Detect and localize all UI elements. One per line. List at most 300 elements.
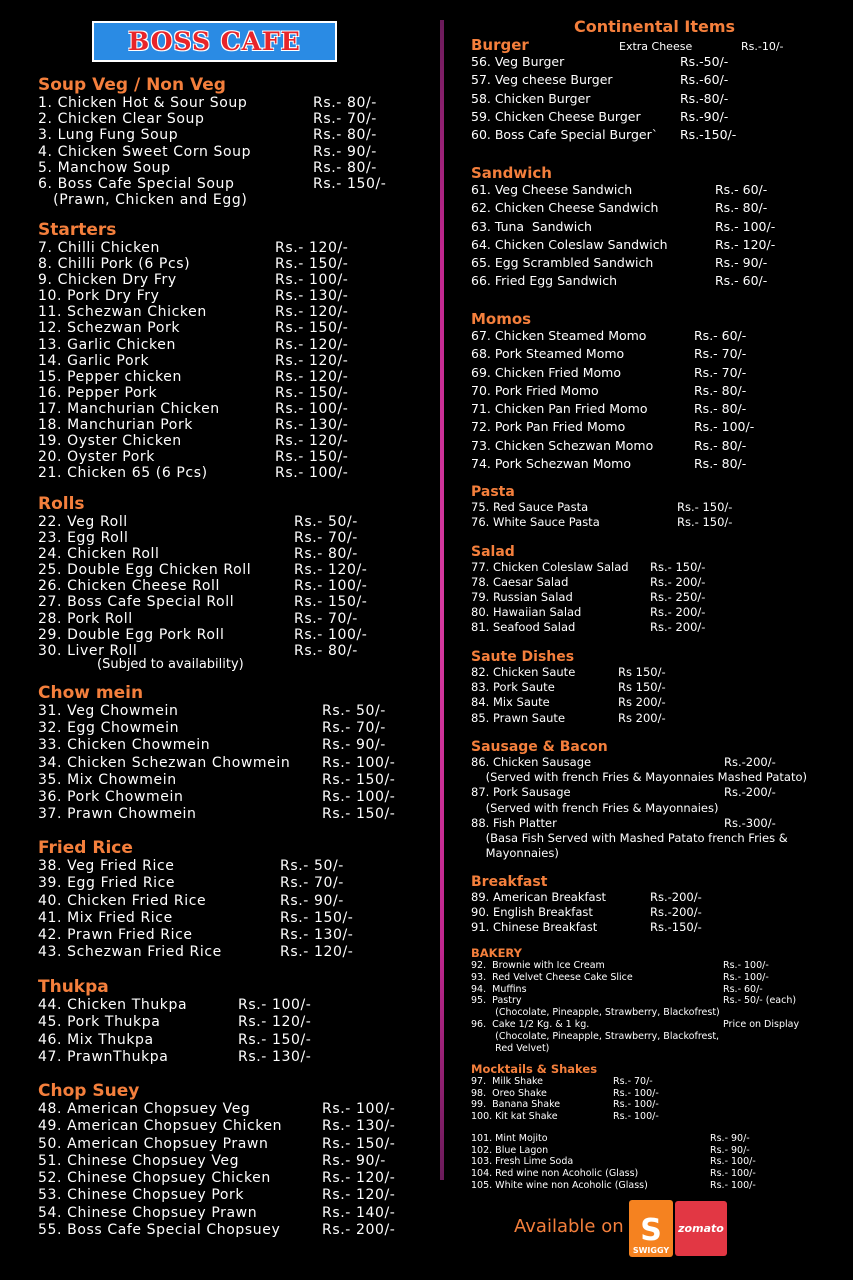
- item-name: 54. Chinese Chopsuey Prawn: [38, 1204, 258, 1221]
- menu-item: [471, 383, 843, 401]
- item-name: 56. Veg Burger: [471, 54, 565, 69]
- item-price: Rs.- 100/-: [710, 1156, 756, 1168]
- item-price: Rs.-200/-: [650, 905, 702, 920]
- item-price: Rs.- 50/-: [280, 858, 344, 874]
- menu-item: [38, 369, 438, 385]
- item-name: 76. White Sauce Pasta: [471, 515, 600, 530]
- menu-item: [471, 438, 843, 456]
- item-name: 62. Chicken Cheese Sandwich: [471, 200, 659, 216]
- menu-section: [38, 683, 438, 823]
- item-price: Rs.- 60/-: [723, 983, 763, 995]
- item-name: 77. Chicken Coleslaw Salad: [471, 560, 629, 574]
- item-name: 38. Veg Fried Rice: [38, 858, 175, 874]
- item-name: 93. Red Velvet Cheese Cake Slice: [471, 971, 633, 983]
- menu-item: [471, 365, 843, 383]
- menu-item: [38, 1032, 438, 1049]
- menu-item: [471, 995, 843, 1007]
- item-price: Rs.- 100/-: [275, 465, 349, 482]
- item-name: 60. Boss Cafe Special Burger`: [471, 127, 658, 143]
- item-price: Rs.- 120/-: [238, 1014, 312, 1031]
- item-name: 10. Pork Dry Fry: [38, 288, 160, 305]
- item-price: Rs.- 100/-: [694, 419, 755, 435]
- item-price: Rs.-90/-: [680, 108, 729, 124]
- item-price: Rs.- 200/-: [650, 575, 706, 590]
- item-price: Rs.- 250/-: [650, 590, 706, 605]
- menu-section: [471, 946, 843, 1054]
- item-name: 27. Boss Cafe Special Roll: [38, 594, 235, 611]
- item-name: 69. Chicken Fried Momo: [471, 364, 621, 380]
- item-name: 39. Egg Fried Rice: [38, 875, 176, 892]
- menu-item: [471, 346, 843, 364]
- item-price: Rs.- 100/-: [294, 626, 368, 643]
- menu-item: [471, 91, 843, 109]
- menu-item: [471, 127, 843, 145]
- item-name: 102. Blue Lagon: [471, 1144, 549, 1156]
- item-name: 50. American Chopsuey Prawn: [38, 1135, 269, 1152]
- item-price: Rs.- 60/-: [694, 328, 747, 343]
- item-name: 37. Prawn Chowmein: [38, 806, 197, 823]
- menu-section: [38, 1081, 438, 1239]
- menu-item: [471, 72, 843, 90]
- section-heading: Chop Suey: [38, 1081, 140, 1101]
- menu-item: [471, 960, 843, 972]
- menu-item: [38, 320, 438, 336]
- extra-cheese-price: Rs.-10/-: [741, 40, 784, 53]
- section-heading: Pasta: [471, 484, 515, 500]
- menu-item: [471, 972, 843, 984]
- menu-item: [38, 111, 438, 127]
- item-name: 13. Garlic Chicken: [38, 336, 176, 353]
- rolls-availability-note: (Subjed to availability): [97, 657, 244, 672]
- item-price: Rs.- 150/-: [275, 449, 349, 466]
- item-name: 19. Oyster Chicken: [38, 433, 182, 450]
- item-price: Rs.- 100/-: [723, 971, 769, 983]
- item-name: 44. Chicken Thukpa: [38, 997, 188, 1013]
- item-name: 53. Chinese Chopsuey Pork: [38, 1187, 245, 1204]
- menu-item: [38, 272, 438, 288]
- menu-item: [38, 1222, 438, 1239]
- menu-item: [471, 846, 843, 861]
- item-price: Rs.- 120/-: [275, 368, 349, 385]
- menu-item: [38, 1187, 438, 1204]
- section-heading: Momos: [471, 310, 532, 328]
- item-name: 9. Chicken Dry Fry: [38, 272, 177, 289]
- item-price: Rs.- 100/-: [322, 1101, 396, 1117]
- section-heading: Thukpa: [38, 977, 109, 997]
- item-name: 92. Brownie with Ice Cream: [471, 960, 605, 971]
- item-name: 1. Chicken Hot & Sour Soup: [38, 95, 248, 111]
- item-name: 42. Prawn Fried Rice: [38, 927, 193, 944]
- item-name: 75. Red Sauce Pasta: [471, 500, 589, 514]
- item-name: 48. American Chopsuey Veg: [38, 1101, 251, 1117]
- item-price: Rs.- 90/-: [715, 255, 768, 271]
- item-price: Rs.- 150/-: [313, 175, 387, 192]
- menu-item: [38, 465, 438, 481]
- menu-item: [38, 578, 438, 594]
- menu-item: [471, 515, 843, 530]
- item-name: 52. Chinese Chopsuey Chicken: [38, 1170, 271, 1187]
- item-name: 43. Schezwan Fried Rice: [38, 944, 222, 961]
- section-heading: Mocktails & Shakes: [471, 1062, 598, 1076]
- item-name: 36. Pork Chowmein: [38, 788, 184, 805]
- item-name: 32. Egg Chowmein: [38, 720, 180, 737]
- item-name: Mayonnaies): [471, 846, 559, 861]
- section-heading: Breakfast: [471, 874, 548, 890]
- item-price: Rs.- 130/-: [275, 288, 349, 305]
- item-price: Rs.-50/-: [680, 54, 729, 69]
- item-name: 99. Banana Shake: [471, 1099, 561, 1111]
- menu-item: [471, 755, 843, 770]
- item-name: 35. Mix Chowmein: [38, 771, 177, 788]
- item-price: Rs.- 200/-: [650, 605, 706, 620]
- menu-item: [38, 1170, 438, 1187]
- item-price: Rs.-80/-: [680, 90, 729, 106]
- item-name: 20. Oyster Pork: [38, 449, 155, 466]
- item-price: Rs.- 90/-: [710, 1133, 750, 1144]
- item-name: 2. Chicken Clear Soup: [38, 111, 205, 128]
- menu-section: [38, 977, 438, 1066]
- menu-section: [471, 484, 843, 530]
- item-price: Rs 200/-: [618, 710, 666, 725]
- item-price: Rs.- 60/-: [715, 273, 768, 289]
- menu-section: [471, 164, 843, 292]
- item-price: Rs.- 50/-: [322, 703, 386, 719]
- item-name: 47. PrawnThukpa: [38, 1048, 169, 1065]
- menu-item: [471, 219, 843, 237]
- menu-item: [471, 273, 843, 291]
- menu-section: [471, 739, 843, 861]
- menu-item: [471, 54, 843, 72]
- menu-item: [38, 176, 438, 192]
- item-name: 22. Veg Roll: [38, 514, 128, 530]
- item-name: 87. Pork Sausage: [471, 785, 571, 800]
- item-name: 95. Pastry: [471, 995, 522, 1007]
- item-name: 82. Chicken Saute: [471, 665, 576, 679]
- menu-item: [471, 1168, 843, 1180]
- menu-item: [38, 449, 438, 465]
- menu-item: [471, 401, 843, 419]
- menu-section: [471, 1062, 843, 1123]
- item-price: Rs.-200/-: [650, 890, 702, 904]
- menu-item: [471, 109, 843, 127]
- item-name: 30. Liver Roll: [38, 642, 138, 659]
- menu-item: [38, 337, 438, 353]
- section-heading: Saute Dishes: [471, 649, 575, 665]
- item-name: 45. Pork Thukpa: [38, 1014, 161, 1031]
- menu-item: [471, 456, 843, 474]
- item-name: 67. Chicken Steamed Momo: [471, 328, 647, 343]
- menu-item: [471, 255, 843, 273]
- item-price: Rs.- 150/-: [294, 594, 368, 611]
- menu-item: [38, 875, 438, 892]
- item-price: Price on Display: [723, 1018, 800, 1030]
- item-price: Rs.- 90/-: [322, 737, 386, 754]
- menu-item: [38, 594, 438, 610]
- menu-section: [38, 75, 438, 208]
- item-name: 105. White wine non Acoholic (Glass): [471, 1179, 648, 1191]
- menu-item: [38, 1136, 438, 1153]
- item-name: 14. Garlic Pork: [38, 352, 150, 369]
- menu-item: [471, 620, 843, 635]
- menu-item: [38, 737, 438, 754]
- item-name: 74. Pork Schezwan Momo: [471, 456, 631, 472]
- item-price: Rs.- 120/-: [275, 240, 349, 256]
- menu-item: [471, 920, 843, 935]
- item-name: 57. Veg cheese Burger: [471, 72, 613, 88]
- menu-item: [38, 417, 438, 433]
- cafe-title: BOSS CAFE: [128, 27, 301, 56]
- item-price: Rs.- 80/-: [294, 642, 358, 659]
- item-price: Rs.- 90/-: [313, 143, 377, 160]
- item-price: Rs.- 100/-: [238, 997, 312, 1013]
- item-name: 104. Red wine non Acoholic (Glass): [471, 1168, 639, 1180]
- menu-item: [471, 1031, 843, 1043]
- item-name: 29. Double Egg Pork Roll: [38, 626, 225, 643]
- item-price: Rs.- 150/-: [322, 771, 396, 788]
- item-price: Rs.- 100/-: [710, 1168, 756, 1180]
- item-name: 96. Cake 1/2 Kg. & 1 kg.: [471, 1018, 590, 1030]
- item-price: Rs.- 130/-: [322, 1118, 396, 1135]
- item-name: Red Velvet): [471, 1042, 550, 1054]
- item-name: 61. Veg Cheese Sandwich: [471, 182, 633, 197]
- menu-item: [38, 611, 438, 627]
- item-name: 31. Veg Chowmein: [38, 703, 179, 719]
- zomato-logo[interactable]: [675, 1201, 727, 1256]
- item-price: Rs.- 100/-: [322, 754, 396, 771]
- item-price: Rs 150/-: [618, 680, 666, 695]
- menu-item: [38, 514, 438, 530]
- item-price: Rs.- 70/-: [322, 720, 386, 737]
- item-name: 26. Chicken Cheese Roll: [38, 578, 220, 595]
- item-name: 85. Prawn Saute: [471, 710, 566, 725]
- menu-item: [471, 1099, 843, 1111]
- item-price: Rs.- 130/-: [280, 927, 354, 944]
- item-price: Rs.- 200/-: [650, 620, 706, 635]
- menu-item: [38, 627, 438, 643]
- item-name: 58. Chicken Burger: [471, 90, 591, 106]
- item-price: Rs.- 150/-: [238, 1031, 312, 1048]
- section-heading: Burger Extra Cheese Rs.-10/-: [471, 36, 784, 54]
- item-price: Rs.- 100/-: [275, 272, 349, 289]
- item-name: 103. Fresh Lime Soda: [471, 1156, 574, 1168]
- item-name: 28. Pork Roll: [38, 610, 133, 627]
- menu-item: [471, 605, 843, 620]
- menu-item: [38, 772, 438, 789]
- item-name: 63. Tuna Sandwich: [471, 218, 592, 234]
- menu-item: [38, 1101, 438, 1118]
- menu-section: [38, 220, 438, 481]
- item-name: 91. Chinese Breakfast: [471, 920, 598, 935]
- item-price: Rs.- 150/-: [275, 256, 349, 273]
- item-price: Rs.-200/-: [724, 785, 776, 800]
- item-price: Rs.- 90/-: [322, 1152, 386, 1169]
- item-price: Rs.- 150/-: [677, 500, 733, 514]
- menu-section: [471, 649, 843, 726]
- menu-item: [38, 256, 438, 272]
- menu-item: [38, 433, 438, 449]
- swiggy-icon: S: [640, 1213, 662, 1248]
- section-heading: Chow mein: [38, 683, 144, 703]
- menu-item: [471, 1088, 843, 1100]
- item-name: 73. Chicken Schezwan Momo: [471, 437, 654, 453]
- item-price: Rs.- 150/-: [650, 560, 706, 574]
- item-price: Rs.- 70/-: [613, 1076, 653, 1087]
- menu-item: [38, 546, 438, 562]
- item-price: Rs.- 100/-: [294, 578, 368, 595]
- item-price: Rs.- 80/-: [294, 546, 358, 563]
- item-name: 78. Caesar Salad: [471, 575, 569, 590]
- item-name: (Chocolate, Pineapple, Strawberry, Blackofrest,: [471, 1030, 720, 1042]
- menu-item: [471, 770, 843, 785]
- item-name: 15. Pepper chicken: [38, 368, 182, 385]
- menu-item: [38, 1049, 438, 1066]
- swiggy-logo[interactable]: [629, 1200, 673, 1257]
- extra-cheese-label: Extra Cheese: [619, 40, 693, 53]
- menu-item: [471, 1076, 843, 1088]
- item-price: Rs 200/-: [618, 695, 666, 710]
- item-name: 64. Chicken Coleslaw Sandwich: [471, 236, 668, 252]
- item-price: Rs.- 70/-: [280, 875, 344, 892]
- item-name: 6. Boss Cafe Special Soup: [38, 175, 235, 192]
- item-price: Rs.- 70/-: [294, 530, 358, 547]
- item-price: Rs.- 150/-: [677, 515, 733, 530]
- item-price: Rs.- 100/-: [322, 788, 396, 805]
- menu-item: [38, 240, 438, 256]
- item-name: 68. Pork Steamed Momo: [471, 346, 625, 362]
- menu-section: [471, 1133, 843, 1191]
- menu-item: [38, 1014, 438, 1031]
- section-heading: Salad: [471, 544, 515, 560]
- item-price: Rs.- 70/-: [313, 111, 377, 128]
- menu-item: [38, 95, 438, 111]
- item-name: 97. Milk Shake: [471, 1076, 544, 1087]
- section-heading: Rolls: [38, 494, 85, 514]
- item-name: 40. Chicken Fried Rice: [38, 892, 207, 909]
- item-name: 4. Chicken Sweet Corn Soup: [38, 143, 252, 160]
- menu-item: [38, 127, 438, 143]
- menu-item: [471, 890, 843, 905]
- item-name: 71. Chicken Pan Fried Momo: [471, 401, 648, 417]
- item-price: Rs 150/-: [618, 665, 666, 679]
- item-name: 66. Fried Egg Sandwich: [471, 273, 618, 289]
- menu-item: [471, 831, 843, 846]
- item-price: Rs.- 100/-: [710, 1179, 756, 1191]
- menu-item: [471, 560, 843, 575]
- item-name: 59. Chicken Cheese Burger: [471, 108, 641, 124]
- menu-item: [471, 711, 843, 726]
- item-price: Rs.- 100/-: [613, 1087, 659, 1099]
- menu-item: [38, 288, 438, 304]
- menu-section: [38, 838, 438, 962]
- item-price: Rs.- 150/-: [280, 909, 354, 926]
- item-name: 34. Chicken Schezwan Chowmein: [38, 754, 291, 771]
- item-name: 86. Chicken Sausage: [471, 755, 592, 769]
- item-price: Rs.- 130/-: [275, 417, 349, 434]
- menu-item: [471, 1156, 843, 1168]
- item-name: 80. Hawaiian Salad: [471, 605, 582, 620]
- menu-item: [471, 1043, 843, 1055]
- menu-item: [471, 1007, 843, 1019]
- item-name: 88. Fish Platter: [471, 815, 557, 830]
- item-price: Rs.- 60/-: [715, 182, 768, 197]
- item-price: Rs.- 100/-: [715, 218, 776, 234]
- item-price: Rs.- 120/-: [275, 352, 349, 369]
- item-price: Rs.- 150/-: [275, 384, 349, 401]
- menu-item: [471, 816, 843, 831]
- item-price: Rs.- 70/-: [694, 364, 747, 380]
- menu-item: [471, 1180, 843, 1192]
- item-price: Rs.-60/-: [680, 72, 729, 88]
- menu-section: [471, 544, 843, 635]
- item-name: (Basa Fish Served with Mashed Patato french Fries &: [471, 830, 788, 845]
- item-price: Rs.- 200/-: [322, 1222, 396, 1239]
- item-name: 33. Chicken Chowmein: [38, 737, 211, 754]
- menu-item: [471, 801, 843, 816]
- menu-item: [38, 893, 438, 910]
- menu-section: [471, 310, 843, 474]
- menu-item: [38, 789, 438, 806]
- item-price: Rs.- 80/-: [694, 437, 747, 453]
- item-price: Rs.- 80/-: [313, 127, 377, 144]
- item-name: 72. Pork Pan Fried Momo: [471, 419, 626, 435]
- item-name: 5. Manchow Soup: [38, 159, 171, 176]
- menu-item: [471, 1019, 843, 1031]
- item-price: Rs.- 150/-: [322, 806, 396, 823]
- menu-item: [471, 680, 843, 695]
- menu-item: [471, 905, 843, 920]
- available-on-label: Available on: [514, 1216, 624, 1237]
- section-heading: Fried Rice: [38, 838, 133, 858]
- item-name: 49. American Chopsuey Chicken: [38, 1118, 283, 1135]
- item-name: 11. Schezwan Chicken: [38, 304, 207, 321]
- item-price: Rs.-150/-: [680, 127, 737, 143]
- menu-item: [471, 590, 843, 605]
- item-name: 79. Russian Salad: [471, 590, 573, 605]
- item-name: 100. Kit kat Shake: [471, 1111, 558, 1123]
- item-price: Rs.- 90/-: [710, 1144, 750, 1156]
- menu-item: [38, 703, 438, 720]
- item-price: Rs.- 120/-: [280, 944, 354, 961]
- item-name: 90. English Breakfast: [471, 905, 593, 920]
- menu-item: [38, 1118, 438, 1135]
- item-price: Rs.- 140/-: [322, 1204, 396, 1221]
- menu-item: [38, 562, 438, 578]
- item-name: 94. Muffins: [471, 983, 527, 995]
- item-name: (Served with french Fries & Mayonnaies): [471, 800, 719, 815]
- menu-item: [38, 160, 438, 176]
- item-name: 16. Pepper Pork: [38, 384, 158, 401]
- item-name: 55. Boss Cafe Special Chopsuey: [38, 1222, 281, 1239]
- menu-item: [471, 695, 843, 710]
- item-name: 89. American Breakfast: [471, 890, 607, 904]
- item-name: 83. Pork Saute: [471, 680, 555, 695]
- column-divider: [440, 20, 444, 1180]
- section-heading: Starters: [38, 220, 117, 240]
- item-price: Rs.- 80/-: [715, 200, 768, 216]
- item-price: Rs.-150/-: [650, 920, 702, 935]
- menu-item: [38, 755, 438, 772]
- menu-item: [38, 192, 438, 208]
- menu-item: [471, 785, 843, 800]
- item-name: 3. Lung Fung Soup: [38, 127, 179, 144]
- item-name: 70. Pork Fried Momo: [471, 382, 599, 398]
- item-name: 8. Chilli Pork (6 Pcs): [38, 256, 191, 273]
- item-name: (Chocolate, Pineapple, Strawberry, Blackofrest): [471, 1007, 720, 1019]
- item-price: Rs.- 100/-: [275, 400, 349, 417]
- item-name: 41. Mix Fried Rice: [38, 909, 173, 926]
- item-price: Rs.- 120/-: [715, 236, 776, 252]
- menu-item: [471, 328, 843, 346]
